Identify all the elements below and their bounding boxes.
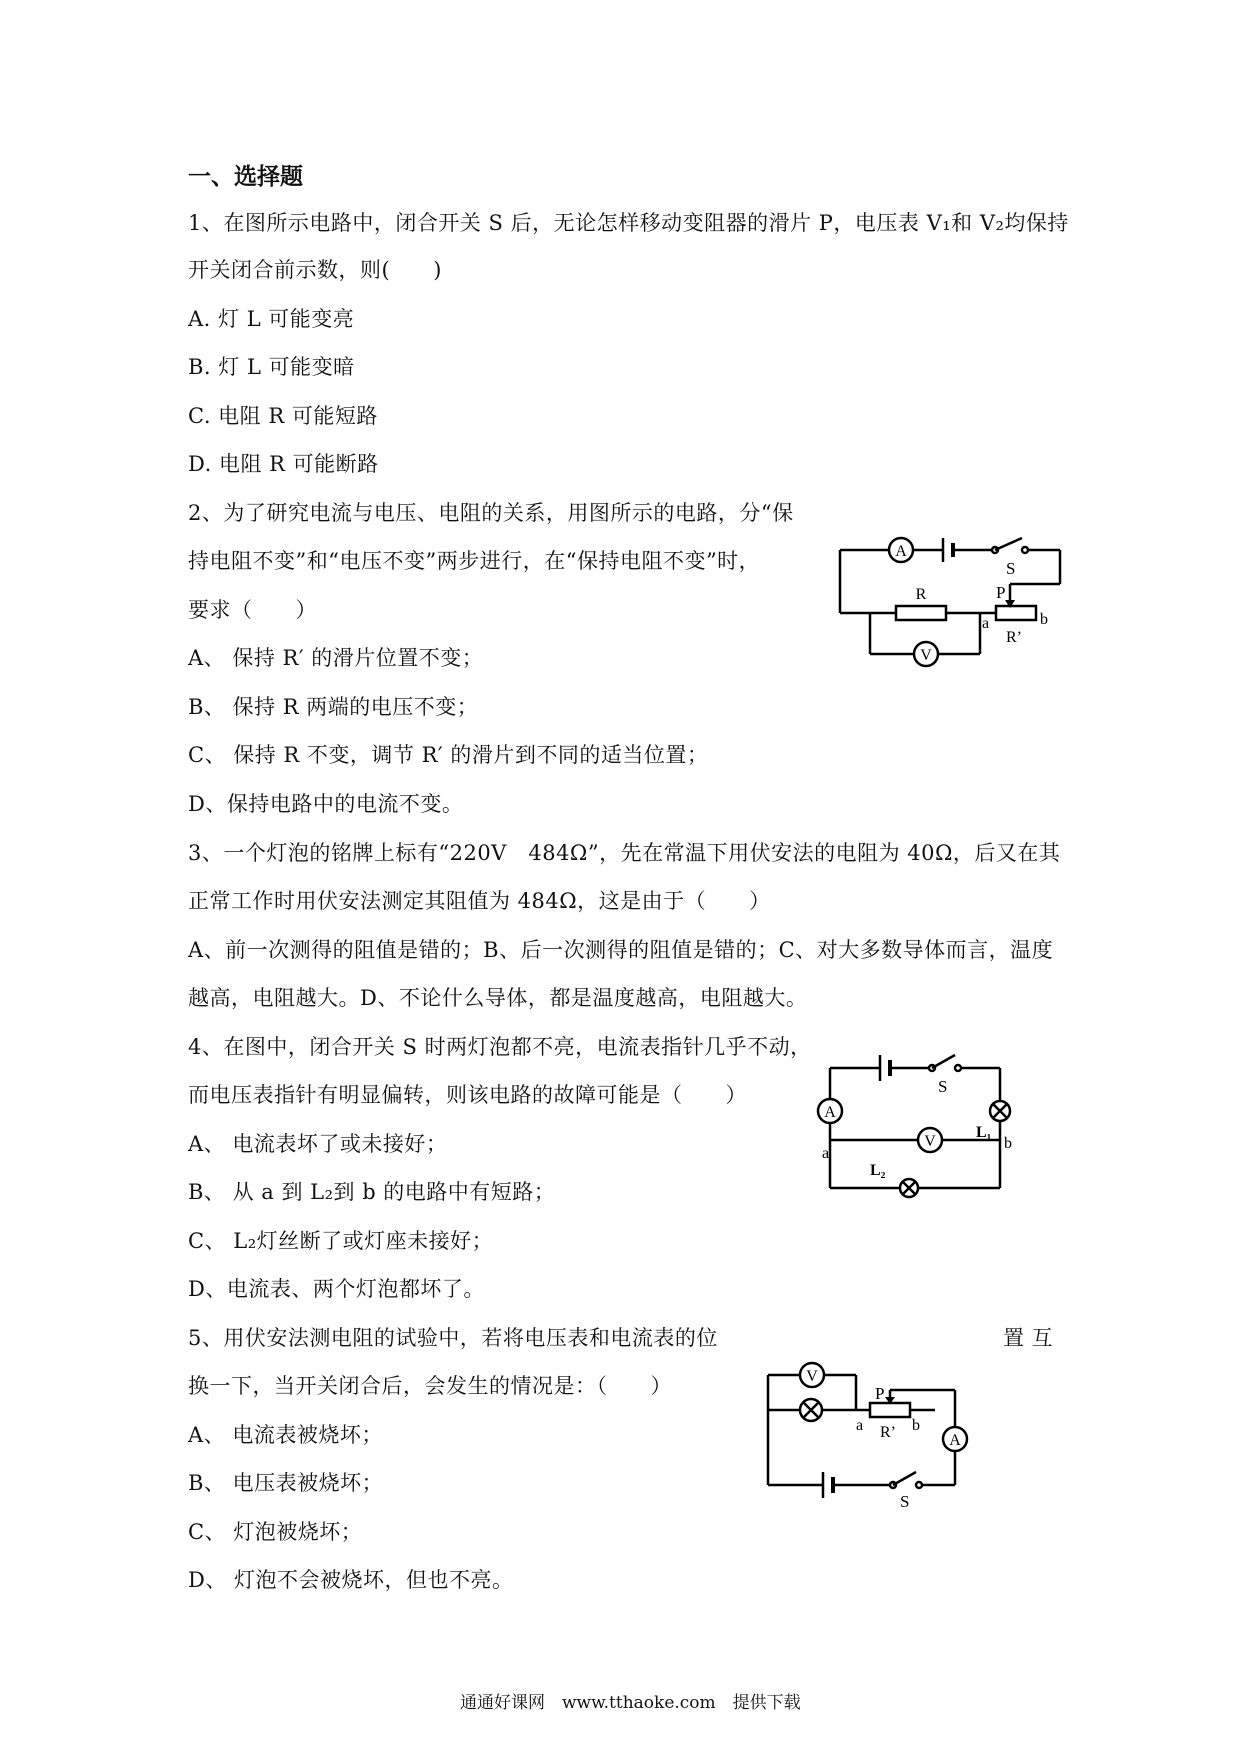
svg-text:A: A bbox=[824, 1104, 836, 1121]
q5-option-d: D、 灯泡不会被烧坏，但也不亮。 bbox=[188, 1568, 514, 1592]
q3-options-line2: 越高，电阻越大。D、不论什么导体，都是温度越高，电阻越大。 bbox=[188, 986, 808, 1010]
q5-stem-line2: 换一下，当开关闭合后，会发生的情况是：（ ） bbox=[188, 1374, 672, 1398]
svg-text:S: S bbox=[938, 1077, 948, 1096]
q5-battery bbox=[823, 1472, 833, 1498]
page-footer: 通通好课网 www.tthaoke.com 提供下载 bbox=[460, 1693, 801, 1713]
q4-stem-line1: 4、在图中，闭合开关 S 时两灯泡都不亮，电流表指针几乎不动， bbox=[188, 1035, 812, 1059]
svg-text:L₁: L₁ bbox=[976, 1124, 992, 1141]
q5-lamp bbox=[800, 1399, 822, 1421]
q2-ammeter bbox=[889, 538, 913, 562]
svg-text:V: V bbox=[920, 647, 932, 664]
q5-voltmeter bbox=[800, 1363, 824, 1387]
q5-stem-line1: 5、用伏安法测电阻的试验中，若将电压表和电流表的位 bbox=[188, 1326, 718, 1350]
svg-text:A: A bbox=[895, 543, 907, 560]
q2-option-b: B、 保持 R 两端的电压不变； bbox=[188, 695, 479, 719]
q4-stem-line2: 而电压表指针有明显偏转，则该电路的故障可能是（ ） bbox=[188, 1083, 747, 1107]
q5-rheostat bbox=[856, 1384, 920, 1441]
q4-label-b: b bbox=[1004, 1135, 1012, 1152]
q2-resistor bbox=[896, 586, 946, 620]
q5-option-a: A、 电流表被烧坏； bbox=[188, 1423, 383, 1447]
q2-option-a: A、 保持 R′ 的滑片位置不变； bbox=[188, 646, 484, 670]
q4-lamp-l2 bbox=[870, 1162, 918, 1197]
q1-option-a: A. 灯 L 可能变亮 bbox=[188, 307, 355, 331]
q4-option-a: A、 电流表坏了或未接好； bbox=[188, 1132, 448, 1156]
svg-text:P: P bbox=[875, 1384, 885, 1403]
q4-option-c: C、 L₂灯丝断了或灯座未接好； bbox=[188, 1229, 494, 1253]
q3-stem-line2: 正常工作时用伏安法测定其阻值为 484Ω，这是由于（ ） bbox=[188, 889, 771, 913]
q2-stem-line1: 2、为了研究电流与电压、电阻的关系，用图所示的电路，分“保 bbox=[188, 501, 794, 525]
q4-label-a: a bbox=[822, 1145, 830, 1162]
q2-stem-line2: 持电阻不变”和“电压不变”两步进行，在“保持电阻不变”时， bbox=[188, 549, 761, 573]
svg-text:R’: R’ bbox=[1006, 629, 1022, 646]
q3-stem-line1: 3、一个灯泡的铭牌上标有“220V 484Ω”，先在常温下用伏安法的电阻为 40Ω，后又在其 bbox=[188, 841, 1061, 865]
svg-text:L₂: L₂ bbox=[870, 1162, 886, 1179]
svg-text:R: R bbox=[915, 586, 927, 603]
q4-ammeter bbox=[818, 1099, 842, 1123]
q2-battery bbox=[943, 538, 953, 562]
svg-text:R’: R’ bbox=[880, 1424, 896, 1441]
q2-voltmeter bbox=[914, 642, 938, 666]
q4-circuit-diagram bbox=[810, 1048, 1020, 1198]
svg-text:b: b bbox=[1040, 611, 1048, 628]
q1-option-b: B. 灯 L 可能变暗 bbox=[188, 355, 355, 379]
q4-battery bbox=[880, 1055, 890, 1081]
svg-text:V: V bbox=[924, 1133, 936, 1150]
svg-text:V: V bbox=[806, 1368, 818, 1385]
q2-stem-line3: 要求（ ） bbox=[188, 598, 317, 622]
q3-options-line1: A、前一次测得的阻值是错的；B、后一次测得的阻值是错的；C、对大多数导体而言，温度 bbox=[188, 938, 1054, 962]
q2-circuit-diagram bbox=[830, 530, 1070, 670]
q1-stem-line1: 1、在图所示电路中，闭合开关 S 后，无论怎样移动变阻器的滑片 P，电压表 V₁和 V₂均保持 bbox=[188, 211, 1069, 235]
q2-option-c: C、 保持 R 不变，调节 R′ 的滑片到不同的适当位置； bbox=[188, 743, 709, 767]
q5-switch bbox=[890, 1472, 922, 1511]
svg-text:b: b bbox=[912, 1417, 920, 1434]
svg-text:A: A bbox=[949, 1432, 961, 1449]
q4-option-d: D、电流表、两个灯泡都坏了。 bbox=[188, 1277, 485, 1301]
svg-text:a: a bbox=[982, 615, 990, 632]
q4-switch bbox=[929, 1055, 961, 1096]
q1-option-d: D. 电阻 R 可能断路 bbox=[188, 452, 379, 476]
q2-option-d: D、保持电路中的电流不变。 bbox=[188, 792, 464, 816]
q5-stem-line1-tail: 置 互 bbox=[1003, 1326, 1054, 1350]
q1-stem-line2: 开关闭合前示数，则( ) bbox=[188, 258, 442, 282]
q5-circuit-diagram bbox=[760, 1355, 1000, 1510]
q1-option-c: C. 电阻 R 可能短路 bbox=[188, 404, 378, 428]
svg-text:P: P bbox=[996, 583, 1006, 602]
q5-option-c: C、 灯泡被烧坏； bbox=[188, 1520, 363, 1544]
svg-text:S: S bbox=[900, 1492, 910, 1511]
q2-rheostat bbox=[982, 583, 1048, 646]
q2-switch bbox=[992, 538, 1028, 578]
section-title: 一、选择题 bbox=[188, 163, 303, 190]
q4-option-b: B、 从 a 到 L₂到 b 的电路中有短路； bbox=[188, 1180, 556, 1204]
q5-ammeter bbox=[943, 1427, 967, 1451]
svg-text:S: S bbox=[1006, 559, 1016, 578]
q5-option-b: B、 电压表被烧坏； bbox=[188, 1471, 384, 1495]
svg-text:a: a bbox=[856, 1417, 864, 1434]
q4-voltmeter bbox=[918, 1128, 942, 1152]
